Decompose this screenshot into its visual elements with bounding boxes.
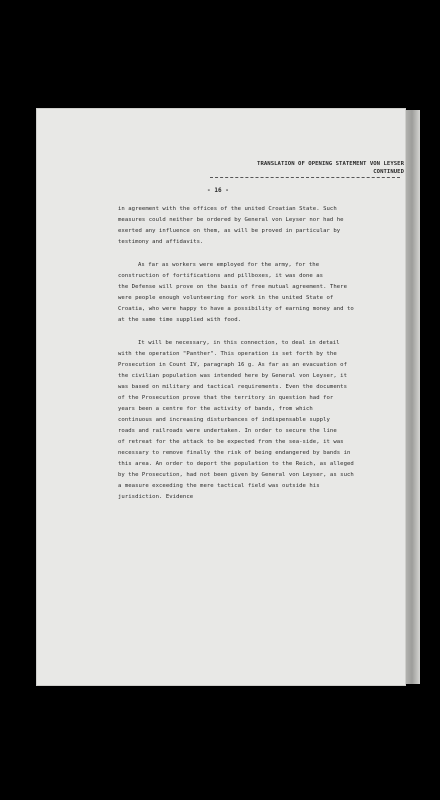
text-line: of retreat for the attack to be expected from the sea-side, it was	[118, 439, 344, 445]
text-line: jurisdiction. Evidence	[118, 494, 194, 500]
header-subtitle: CONTINUED	[373, 169, 404, 175]
text-line: Prosecution in Count IV, paragraph 16 g. As far as an evacuation of	[118, 362, 347, 368]
text-line: testimony and affidavits.	[118, 239, 204, 245]
text-line: the Defense will prove on the basis of free mutual agreement. There	[118, 284, 347, 290]
text-line: continuous and increasing disturbances of indispensable supply	[118, 417, 330, 423]
text-line: It will be necessary, in this connection, to deal in detail	[138, 340, 340, 346]
header-rule	[210, 177, 400, 178]
text-line: As far as workers were employed for the army, for the	[138, 262, 320, 268]
text-line: exerted any influence on them, as will be proved in particular by	[118, 228, 341, 234]
text-line: Croatia, who were happy to have a possibility of earning money and to	[118, 306, 354, 312]
text-line: at the same time supplied with food.	[118, 317, 242, 323]
text-line: was based on military and tactical requirements. Even the documents	[118, 384, 347, 390]
text-line: this area. An order to deport the population to the Reich, as alleged	[118, 461, 354, 467]
page-number: - 16 -	[207, 187, 229, 194]
paper-edge-shadow	[404, 110, 420, 684]
text-line: necessary to remove finally the risk of being endangered by bands in	[118, 450, 351, 456]
text-line: with the operation "Panther". This operation is set forth by the	[118, 351, 337, 357]
text-line: a measure exceeding the mere tactical field was outside his	[118, 483, 320, 489]
header-title: TRANSLATION OF OPENING STATEMENT VON LEYSER	[257, 161, 404, 167]
text-line: of the Prosecution prove that the territory in question had for	[118, 395, 334, 401]
text-line: construction of fortifications and pillboxes, it was done as	[118, 273, 324, 279]
text-line: measures could neither be ordered by General von Leyser nor had he	[118, 217, 344, 223]
text-line: years been a centre for the activity of bands, from which	[118, 406, 313, 412]
text-line: in agreement with the offices of the united Croatian State. Such	[118, 206, 337, 212]
text-line: by the Prosecution, had not been given by General von Leyser, as such	[118, 472, 354, 478]
text-line: roads and railroads were undertaken. In order to secure the line	[118, 428, 337, 434]
text-line: were people enough volunteering for work in the united State of	[118, 295, 334, 301]
text-line: the civilian population was intended here by General von Leyser, it	[118, 373, 347, 379]
